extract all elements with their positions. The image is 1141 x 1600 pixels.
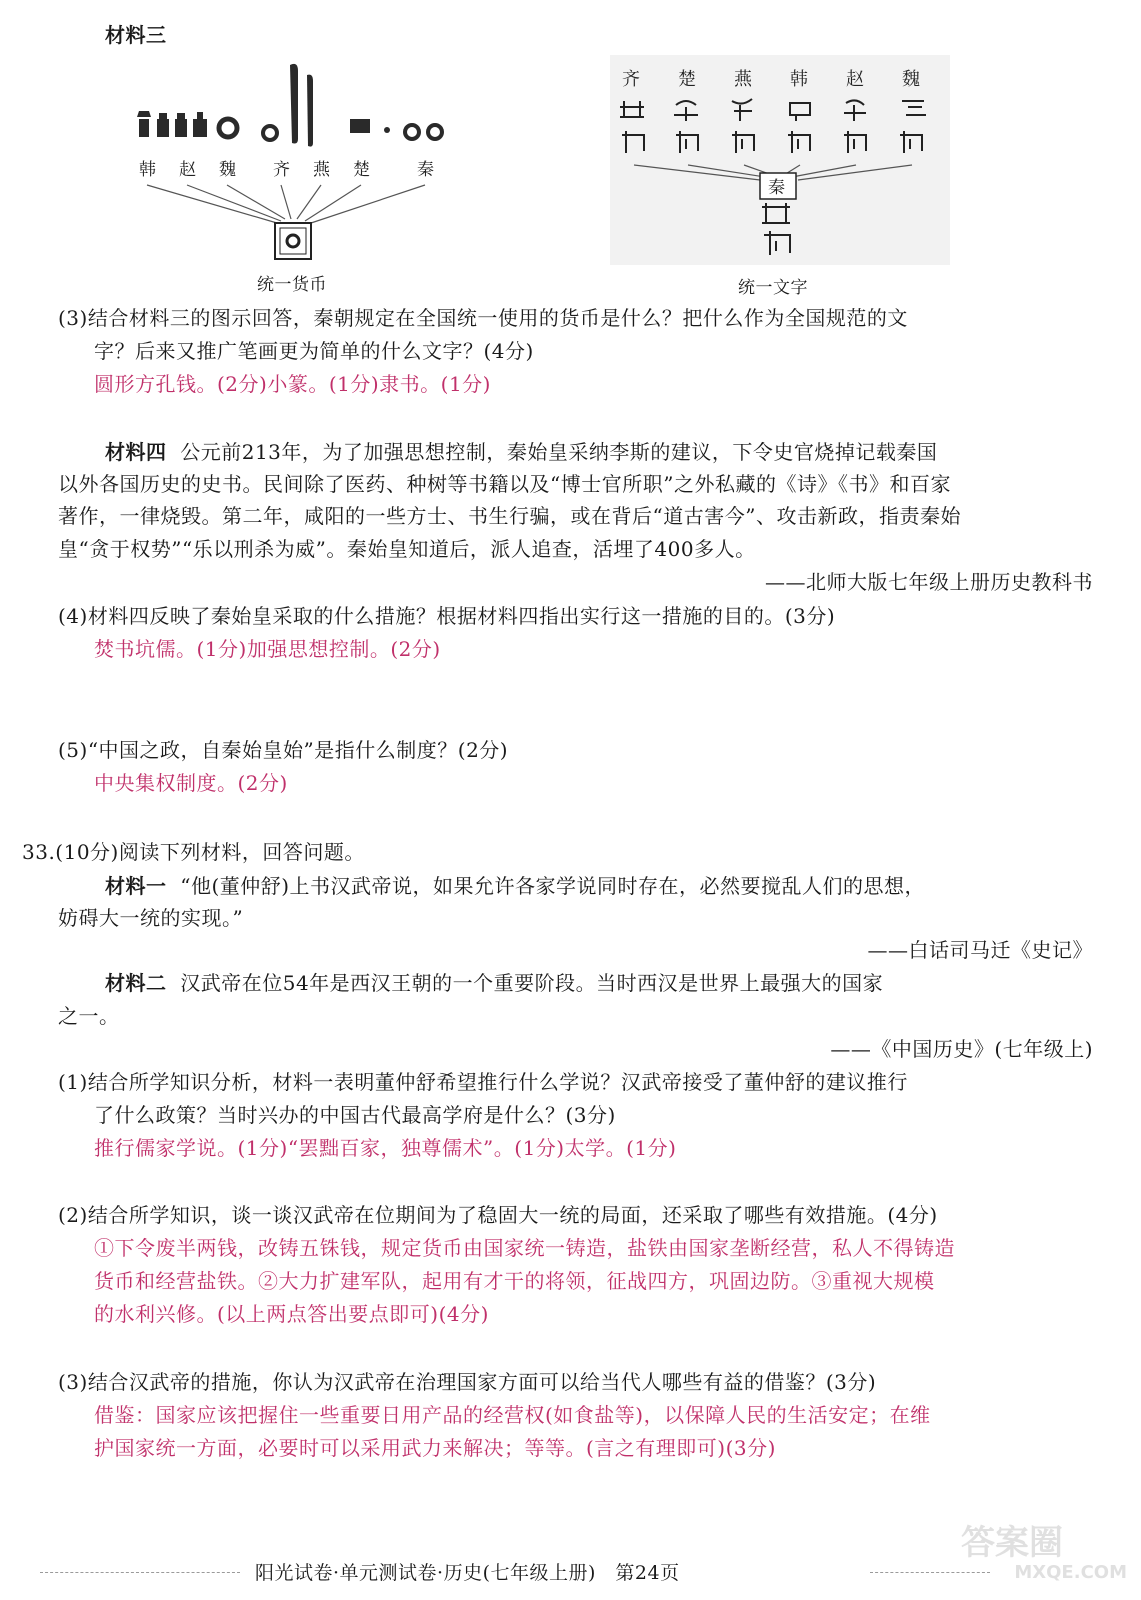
q33-m1-line1: [105, 871, 925, 901]
state-label: 魏: [902, 69, 920, 90]
material4-line2: 以外各国历史的史书。民间除了医药、种树等书籍以及“博士官所职”之外私藏的《诗》《书》和百家: [58, 472, 951, 496]
state-label: 楚: [678, 69, 696, 90]
state-label: 燕: [734, 69, 752, 90]
q33-m1-line2: 妨碍大一统的实现。”: [58, 906, 244, 930]
q33-s2-text: (2)结合所学知识，谈一谈汉武帝在位期间为了稳固大一统的局面，还采取了哪些有效措施。(4分): [58, 1203, 938, 1227]
q4-answer: 焚书坑儒。(1分)加强思想控制。(2分): [94, 637, 441, 661]
state-label: 楚: [353, 160, 370, 180]
q33-m2-source: ——《中国历史》(七年级上): [830, 1037, 1093, 1061]
q33-s3-text: (3)结合汉武帝的措施，你认为汉武帝在治理国家方面可以给当代人哪些有益的借鉴？(3分): [58, 1370, 877, 1394]
state-label: 秦: [417, 160, 434, 180]
q33-m2-text1: 汉武帝在位54年是西汉王朝的一个重要阶段。当时西汉是世界上最强大的国家: [180, 971, 884, 995]
qin-coin: [275, 223, 311, 259]
q3-line2: 字？后来又推广笔画更为简单的什么文字？(4分): [94, 339, 534, 363]
footer-text: 阳光试卷·单元测试卷·历史(七年级上册) 第24页: [255, 1562, 680, 1584]
currency-state-labels: [139, 160, 434, 180]
material4-line1: [105, 437, 937, 467]
q33-s2-answer2: 货币和经营盐铁。②大力扩建军队，起用有才干的将领，征战四方，巩固边防。③重视大规模: [94, 1269, 935, 1293]
material4-source: ——北师大版七年级上册历史教科书: [765, 570, 1093, 594]
material4-label: 材料四: [105, 440, 167, 464]
q33-s1-answer: 推行儒家学说。(1分)“罢黜百家，独尊儒术”。(1分)太学。(1分): [94, 1136, 677, 1160]
q33-s1-line1: (1)结合所学知识分析，材料一表明董仲舒希望推行什么学说？汉武帝接受了董仲舒的建议推行: [58, 1070, 908, 1094]
currency-figure: [125, 55, 465, 290]
material4-line3: 著作，一律烧毁。第二年，咸阳的一些方士、书生行骗，或在背后“道古害今”、攻击新政，指责秦始: [58, 504, 961, 528]
q33-s1-line2: 了什么政策？当时兴办的中国古代最高学府是什么？(3分): [94, 1103, 616, 1127]
q3-answer: 圆形方孔钱。(2分)小篆。(1分)隶书。(1分): [94, 372, 491, 396]
material3-title: 材料三: [105, 23, 167, 47]
q3-line1: (3)结合材料三的图示回答，秦朝规定在全国统一使用的货币是什么？把什么作为全国规范的文: [58, 306, 908, 330]
state-label: 魏: [219, 160, 236, 180]
state-label: 燕: [313, 160, 330, 180]
qin-label: 秦: [768, 178, 785, 198]
convergence-lines: [147, 185, 425, 223]
q33-s2-answer3: 的水利兴修。(以上两点答出要点即可)(4分): [94, 1302, 489, 1326]
coin-shapes: [137, 64, 442, 147]
q33-s2-answer1: ①下令废半两钱，改铸五铢钱，规定货币由国家统一铸造，盐铁由国家垄断经营，私人不得铸造: [94, 1236, 955, 1260]
state-label: 赵: [846, 69, 864, 90]
q33-s3-answer1: 借鉴：国家应该把握住一些重要日用产品的经营权(如食盐等)，以保障人民的生活安定；在维: [94, 1403, 931, 1427]
state-label: 齐: [273, 160, 290, 180]
material4-text1: 公元前213年，为了加强思想控制，秦始皇采纳李斯的建议，下令史官烧掉记载秦国: [180, 440, 938, 464]
material4-line4: 皇“贪于权势”“乐以刑杀为威”。秦始皇知道后，派人追查，活埋了400多人。: [58, 537, 756, 561]
q5-answer: 中央集权制度。(2分): [94, 771, 288, 795]
q4-text: (4)材料四反映了秦始皇采取的什么措施？根据材料四指出实行这一措施的目的。(3分): [58, 604, 836, 628]
state-label: 韩: [790, 69, 808, 90]
state-label: 齐: [622, 69, 640, 90]
watermark-logo: [961, 1524, 1131, 1594]
q33-m2-line2: 之一。: [58, 1004, 120, 1028]
q5-text: (5)“中国之政，自秦始皇始”是指什么制度？(2分): [58, 738, 509, 762]
q33-m2-line1: [105, 968, 883, 998]
state-label: 韩: [139, 160, 156, 180]
script-figure: [610, 55, 950, 270]
state-label: 赵: [179, 160, 196, 180]
footer-rule-left: [40, 1572, 240, 1573]
q33-m2-label: 材料二: [105, 971, 167, 995]
script-caption: 统一文字: [738, 278, 808, 298]
q33-m1-source: ——白话司马迁《史记》: [867, 938, 1093, 962]
watermark-line2: MXQE.COM: [1014, 1562, 1127, 1583]
q33-header: 33.(10分)阅读下列材料，回答问题。: [22, 840, 365, 864]
q33-m1-text1: “他(董仲舒)上书汉武帝说，如果允许各家学说同时存在，必然要搅乱人们的思想，: [180, 874, 926, 898]
watermark-line1: 答案圈: [961, 1523, 1063, 1563]
q33-m1-label: 材料一: [105, 874, 167, 898]
currency-caption: 统一货币: [257, 275, 327, 295]
q33-s3-answer2: 护国家统一方面，必要时可以采用武力来解决；等等。(言之有理即可)(3分): [94, 1436, 776, 1460]
